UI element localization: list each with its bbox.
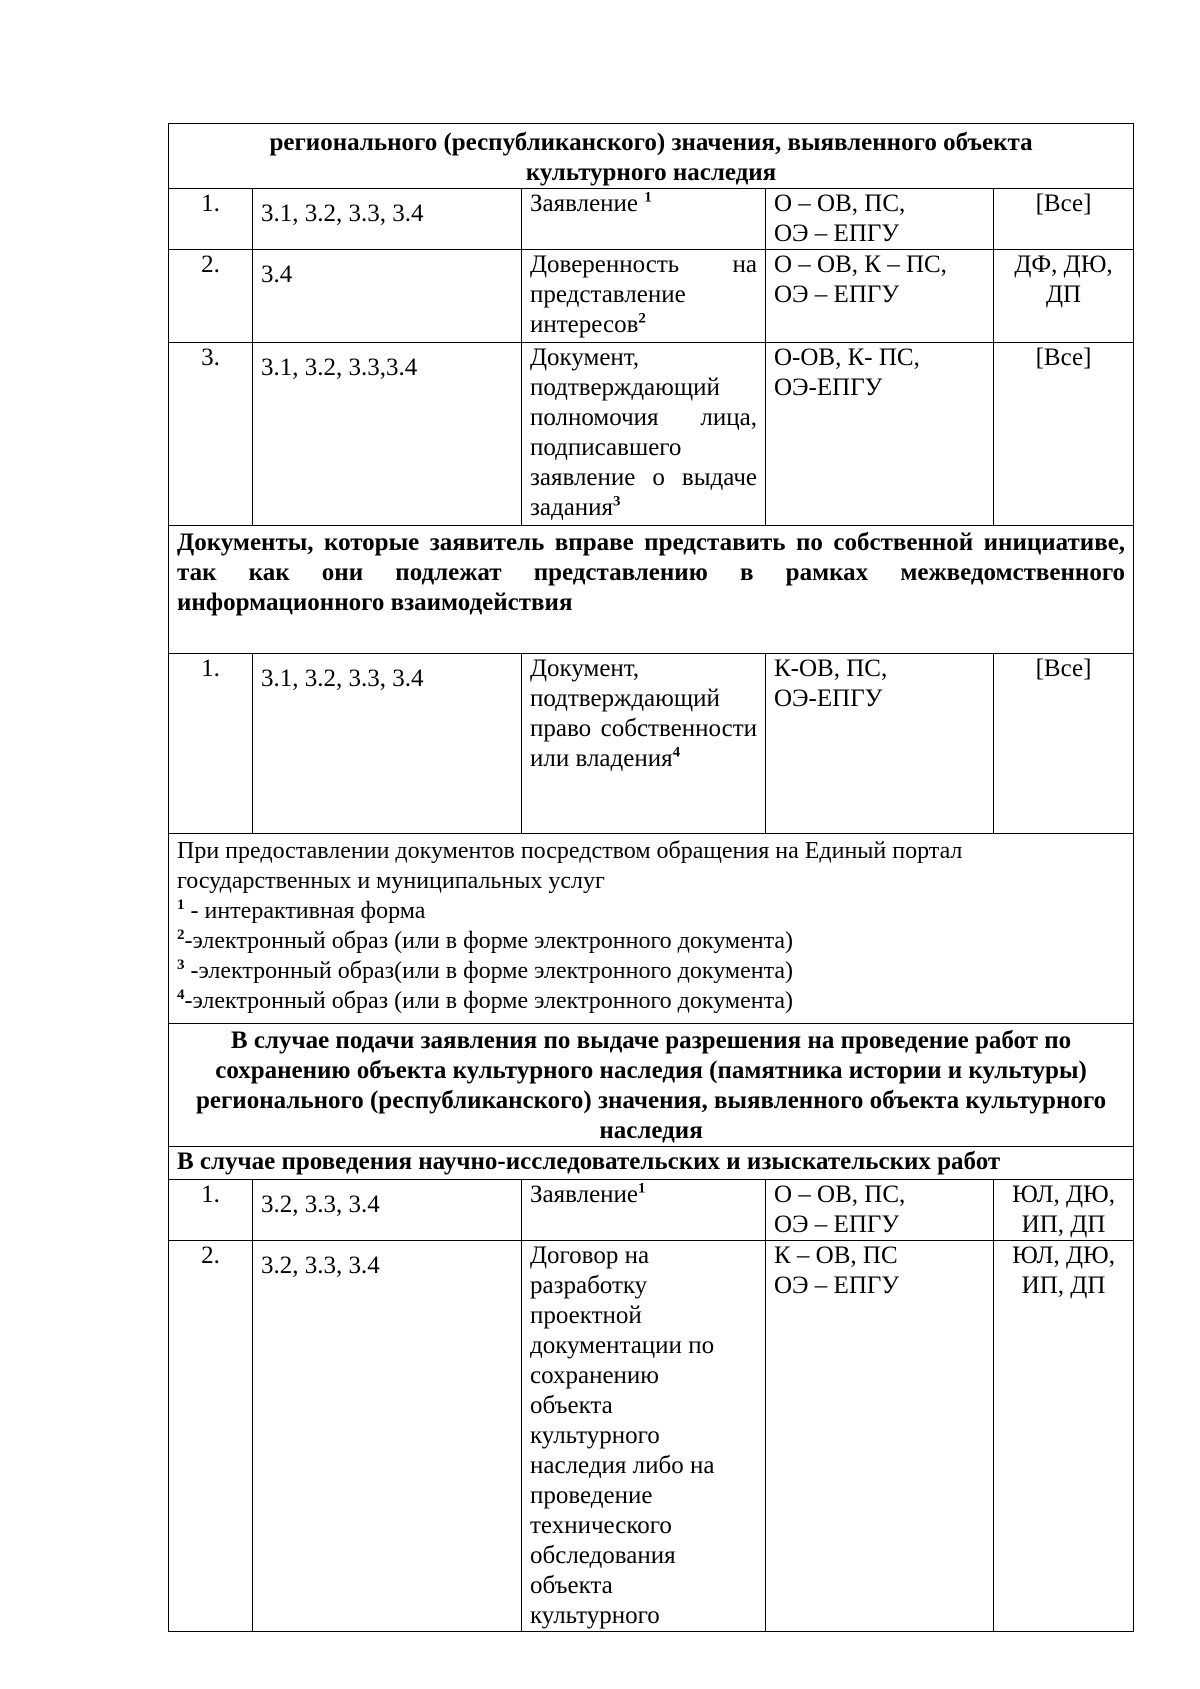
footnote-mark: 1	[177, 897, 185, 913]
row-applicant-category: [Все]	[994, 189, 1134, 250]
footnote-text: -электронный образ (или в форме электронного документа)	[184, 928, 794, 954]
footnote-text: -электронный образ (или в форме электронного документа)	[184, 988, 794, 1014]
row-submission-mode: К – ОВ, ПС ОЭ – ЕПГУ	[766, 1241, 994, 1632]
row-sections: 3.1, 3.2, 3.3, 3.4	[253, 189, 522, 250]
table-row	[169, 1180, 1134, 1241]
row-document	[522, 654, 766, 834]
table-row	[169, 1241, 1134, 1632]
row-number: 1.	[169, 654, 253, 834]
row-number: 1.	[169, 189, 253, 250]
row-submission-mode: О – ОВ, К – ПС, ОЭ – ЕПГУ	[766, 250, 994, 343]
section-heading-row	[169, 526, 1134, 654]
footnote-mark: 3	[177, 957, 185, 973]
table-row	[169, 189, 1134, 250]
section-heading-row	[169, 1024, 1134, 1147]
documents-table	[168, 123, 1134, 1632]
row-submission-mode: О – ОВ, ПС, ОЭ – ЕПГУ	[766, 1180, 994, 1241]
section-heading: Документы, которые заявитель вправе представить по собственной инициативе, так как они подлежат представлению в рамках межведомственного информационного взаимодействия	[169, 526, 1134, 654]
row-sections: 3.1, 3.2, 3.3, 3.4	[253, 654, 522, 834]
footnotes-intro: При предоставлении документов посредством обращения на Единый портал государственных и муниципальных услуг	[177, 838, 963, 894]
row-sections: 3.4	[253, 250, 522, 343]
row-sections: 3.2, 3.3, 3.4	[253, 1241, 522, 1632]
row-document	[522, 250, 766, 343]
row-document	[522, 1241, 766, 1632]
row-submission-mode: О-ОВ, К- ПС, ОЭ-ЕПГУ	[766, 343, 994, 526]
document-name: Доверенность на представление интересов	[530, 251, 757, 338]
section-heading: регионального (республиканского) значения, выявленного объекта культурного наследия	[169, 124, 1134, 189]
document-name: Документ, подтверждающий полномочия лица, подписавшего заявление о выдаче задания	[530, 344, 757, 521]
section-subheading: В случае проведения научно-исследовательских и изыскательских работ	[169, 1147, 1134, 1180]
document-name: Заявление	[530, 190, 645, 217]
row-submission-mode: К-ОВ, ПС, ОЭ-ЕПГУ	[766, 654, 994, 834]
footnote-mark: 3	[613, 493, 621, 510]
footnote-mark: 4	[177, 987, 185, 1003]
footnotes-row	[169, 834, 1134, 1024]
row-submission-mode: О – ОВ, ПС, ОЭ – ЕПГУ	[766, 189, 994, 250]
footnote-text: - интерактивная форма	[184, 898, 426, 924]
footnote-item	[177, 956, 1125, 986]
footnote-text: -электронный образ(или в форме электронного документа)	[184, 958, 794, 984]
row-number: 2.	[169, 250, 253, 343]
row-number: 1.	[169, 1180, 253, 1241]
footnote-item	[177, 896, 1125, 926]
footnote-mark: 2	[638, 310, 646, 327]
table-row	[169, 250, 1134, 343]
row-sections: 3.2, 3.3, 3.4	[253, 1180, 522, 1241]
row-applicant-category: ЮЛ, ДЮ, ИП, ДП	[994, 1180, 1134, 1241]
row-number: 2.	[169, 1241, 253, 1632]
row-applicant-category: [Все]	[994, 343, 1134, 526]
footnote-item	[177, 926, 1125, 956]
table-row	[169, 654, 1134, 834]
row-number: 3.	[169, 343, 253, 526]
row-document	[522, 1180, 766, 1241]
document-name: Заявление	[530, 1181, 639, 1208]
table-row	[169, 343, 1134, 526]
subheading-row	[169, 1147, 1134, 1180]
footnote-mark: 1	[644, 189, 652, 206]
row-applicant-category: ДФ, ДЮ, ДП	[994, 250, 1134, 343]
footnote-mark: 2	[177, 927, 185, 943]
row-applicant-category: ЮЛ, ДЮ, ИП, ДП	[994, 1241, 1134, 1632]
row-document	[522, 189, 766, 250]
footnote-mark: 4	[672, 744, 681, 761]
footnote-item	[177, 986, 1125, 1016]
footnotes	[169, 834, 1134, 1024]
document-name: Документ, подтверждающий право собственности или владения	[530, 655, 757, 772]
section-heading: В случае подачи заявления по выдаче разрешения на проведение работ по сохранению объекта культурного наследия (памятника истории и культуры) регионального (республиканского) значения, выявленного объекта культурного наследия	[169, 1024, 1134, 1147]
row-applicant-category: [Все]	[994, 654, 1134, 834]
footnote-mark: 1	[638, 1180, 646, 1197]
row-sections: 3.1, 3.2, 3.3,3.4	[253, 343, 522, 526]
row-document	[522, 343, 766, 526]
section-heading-row	[169, 124, 1134, 189]
document-name: Договор на разработку проектной документации по сохранению объекта культурного наследия либо на проведение технического обследования объекта культурного	[530, 1242, 715, 1629]
